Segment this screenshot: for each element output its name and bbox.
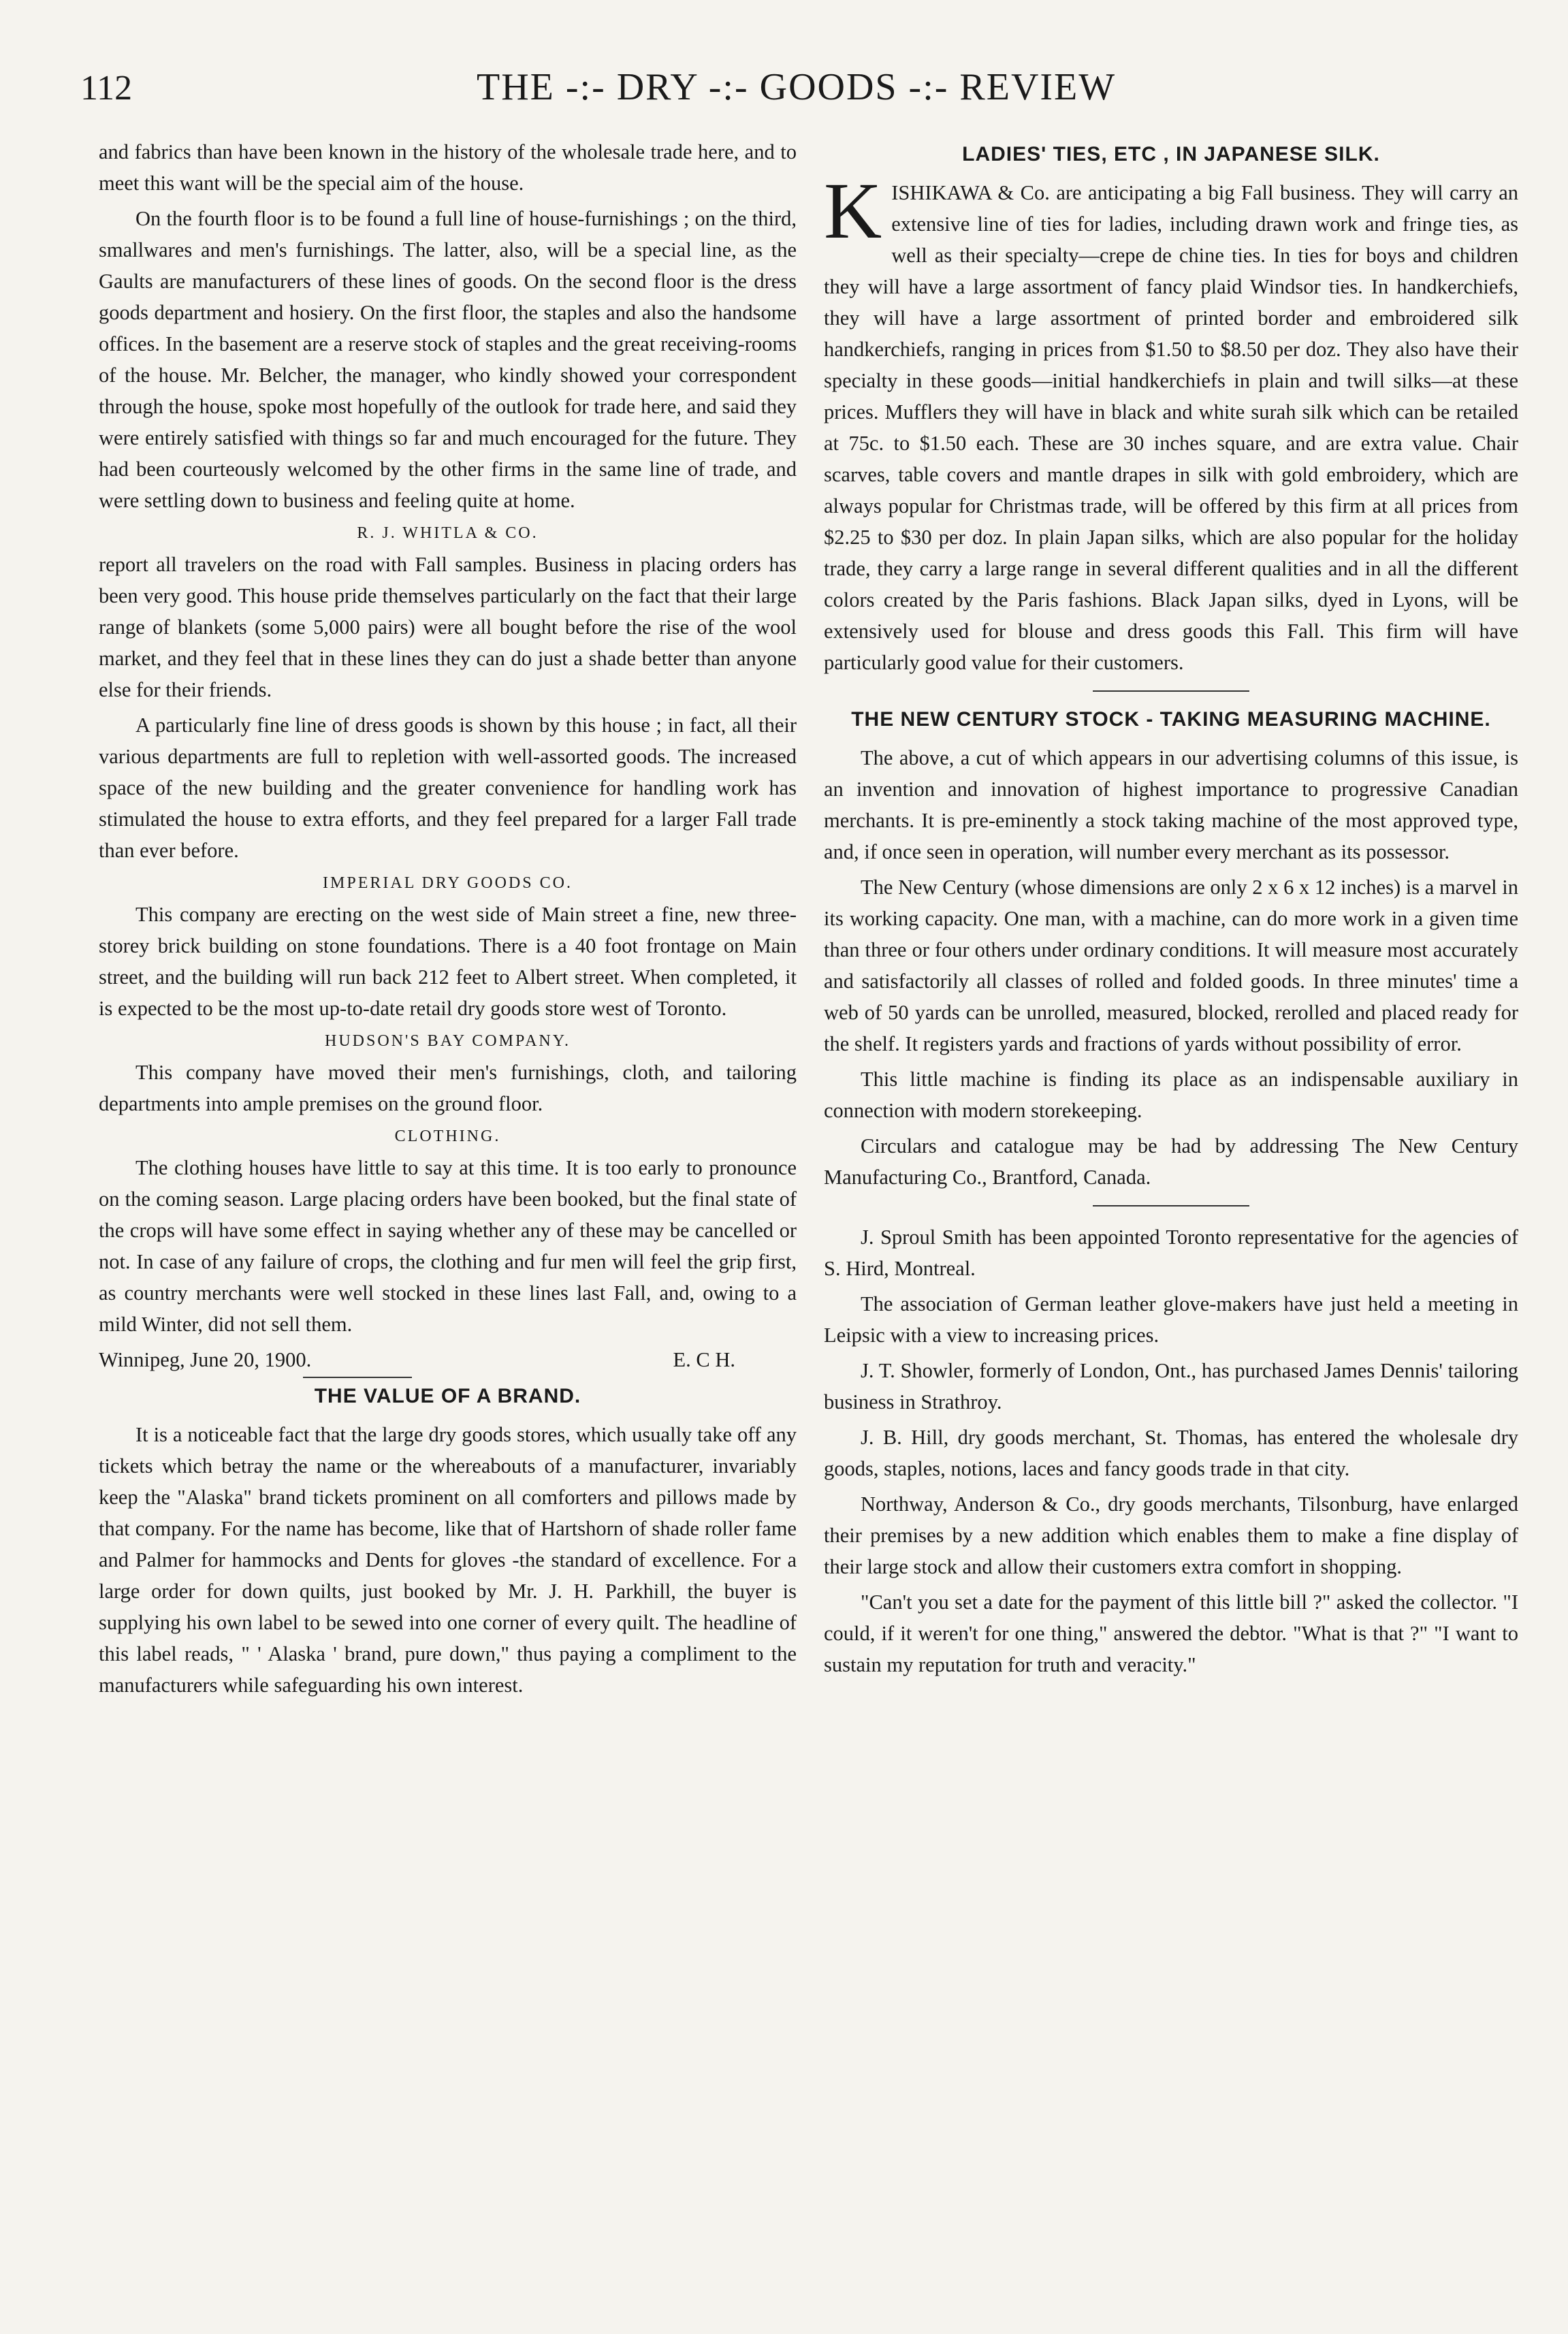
dateline-text: Winnipeg, June 20, 1900. [99, 1348, 312, 1371]
section-title: THE VALUE OF A BRAND. [314, 1385, 581, 1407]
paragraph: This company have moved their men's furnishings, cloth, and tailoring departments into ample premises on the ground floor. [99, 1061, 797, 1115]
paragraph: The New Century (whose dimensions are only 2 x 6 x 12 inches) is a marvel in its working capacity. One man, with a machine, can do more work in a given time than three or four others under ordinary conditions. It will measure most accurately and satisfactorily all classes of rolled and folded goods. In three minutes' time a web of 50 yards can be unrolled, measured, blocked, rerolled and placed ready for the shelf. It registers yards and fractions of yards without possibility of error. [824, 876, 1518, 1055]
paragraph: The association of German leather glove-makers have just held a meeting in Leipsic with a view to increasing prices. [824, 1292, 1518, 1347]
paragraph: J. T. Showler, formerly of London, Ont., has purchased James Dennis' tailoring business in Strathroy. [824, 1359, 1518, 1413]
paragraph: "Can't you set a date for the payment of this little bill ?" asked the collector. "I could, if it weren't for one thing," answered the debtor. "What is that ?" "I want to sustain my reputation for truth and veracity." [824, 1590, 1518, 1676]
paragraph-text: ISHIKAWA & Co. are anticipating a big Fall business. They will carry an extensive line of ties for ladies, including drawn work and fringe ties, as well as their specialty—crepe de chine ties. In ties for boys and children they will have a large assortment of fancy plaid Windsor ties. In handkerchiefs, they will have a large assortment of printed border and embroidered silk handkerchiefs, ranging in prices from $1.50 to $8.50 per doz. They also have their specialty in these goods—initial handkerchiefs in plain and twill silks—at these prices. Mufflers they will have in black and white surah silk which can be retailed at 75c. to $1.50 each. These are 30 inches square, and are extra value. Chair scarves, table covers and mantle drapes in silk with gold embroidery, which are always popular for Christmas trade, will be offered by this firm at all prices from $2.25 to $30 per doz. In plain Japan silks, which are also popular for the holiday trade, they carry a large range in several different qualities and in all the different colors created by the Paris fashions. Black Japan silks, dyed in Lyons, will be extensively used for blouse and dress goods this Fall. This firm will have particularly good value for their customers. [824, 181, 1518, 674]
paragraph: J. Sproul Smith has been appointed Toronto representative for the agencies of S. Hird, Montreal. [824, 1226, 1518, 1280]
paragraph: Northway, Anderson & Co., dry goods merchants, Tilsonburg, have enlarged their premises by a new addition which enables them to make a fine display of their large stock and allow their customers extra comfort in shopping. [824, 1492, 1518, 1578]
paragraph: J. B. Hill, dry goods merchant, St. Thomas, has entered the wholesale dry goods, staples, notions, laces and fancy goods trade in that city. [824, 1426, 1518, 1480]
paragraph: report all travelers on the road with Fall samples. Business in placing orders has been very good. This house pride themselves particularly on the fact that their large range of blankets (some 5,000 pairs) were all bought before the rise of the wool market, and they feel that in these lines they can do just a shade better than anyone else for their friends. [99, 553, 797, 701]
page-number: 112 [80, 69, 133, 108]
author-signature: E. C H. [673, 1348, 735, 1371]
subheading: CLOTHING. [394, 1128, 501, 1145]
drop-cap: K [824, 166, 882, 255]
section-title: THE NEW CENTURY STOCK - TAKING MEASURING MACHINE. [851, 708, 1491, 731]
paragraph: This company are erecting on the west side of Main street a fine, new three-storey brick building on stone foundations. There is a 40 foot frontage on Main street, and the building will run back 212 feet to Albert street. When completed, it is expected to be the most up-to-date retail dry goods store west of Toronto. [99, 903, 797, 1020]
paragraph: It is a noticeable fact that the large dry goods stores, which usually take off any tickets which betray the name or the whereabouts of a manufacturer, invariably keep the "Alaska" brand tickets prominent on all comforters and pillows made by that company. For the name has become, like that of Hartshorn of shade roller fame and Palmer for hammocks and Dents for gloves -the standard of excellence. For a large order for down quilts, just booked by Mr. J. H. Parkhill, the buyer is supplying his own label to be sewed into one corner of every quilt. The headline of this label reads, " ' Alaska ' brand, pure down," thus paying a compliment to the manufacturers while safeguarding his own interest. [99, 1423, 797, 1697]
divider [303, 1377, 412, 1378]
divider [1093, 1205, 1249, 1206]
right-column [824, 136, 1518, 1684]
left-column [99, 136, 797, 1705]
paragraph: The clothing houses have little to say at this time. It is too early to pronounce on the coming season. Large placing orders have been booked, but the final state of the crops will have some effect in saying whether any of these may be cancelled or not. In case of any failure of crops, the clothing and fur men will feel the grip first, as country merchants were well stocked in these lines last Fall, and, owing to a mild Winter, did not sell them. [99, 1156, 797, 1336]
paragraph: Circulars and catalogue may be had by addressing The New Century Manufacturing Co., Brantford, Canada. [824, 1134, 1518, 1189]
divider [1093, 690, 1249, 692]
paragraph [824, 166, 1518, 678]
subheading: HUDSON'S BAY COMPANY. [325, 1032, 571, 1050]
paragraph: A particularly fine line of dress goods is shown by this house ; in fact, all their various departments are full to repletion with well-assorted goods. The increased space of the new building and the greater convenience for handling work has stimulated the house to extra efforts, and they feel prepared for a larger Fall trade than ever before. [99, 714, 797, 862]
dateline [99, 1344, 797, 1375]
paragraph: On the fourth floor is to be found a full line of house-furnishings ; on the third, smallwares and men's furnishings. The latter, also, will be a special line, as the Gaults are manufacturers of these lines of goods. On the second floor is the dress goods department and hosiery. On the first floor, the staples and also the handsome offices. In the basement are a reserve stock of staples and the great receiving-rooms of the house. Mr. Belcher, the manager, who kindly showed your correspondent through the house, spoke most hopefully of the outlook for trade here, and said they were entirely satisfied with things so far and much encouraged for the future. They had been courteously welcomed by the other firms in the same line of trade, and were settling down to business and feeling quite at home. [99, 207, 797, 512]
subheading: R. J. WHITLA & CO. [357, 524, 539, 542]
section-title: LADIES' TIES, ETC , IN JAPANESE SILK. [962, 143, 1380, 165]
paragraph: The above, a cut of which appears in our advertising columns of this issue, is an invention and innovation of highest importance to progressive Canadian merchants. It is pre-eminently a stock taking machine of the most approved type, and, if once seen in operation, will number every merchant as its possessor. [824, 746, 1518, 863]
subheading: IMPERIAL DRY GOODS CO. [323, 874, 573, 892]
paragraph: This little machine is finding its place as an indispensable auxiliary in connection with modern storekeeping. [824, 1068, 1518, 1122]
page-title: THE -:- DRY -:- GOODS -:- REVIEW [477, 66, 1117, 108]
paragraph: and fabrics than have been known in the history of the wholesale trade here, and to meet this want will be the special aim of the house. [99, 140, 797, 195]
